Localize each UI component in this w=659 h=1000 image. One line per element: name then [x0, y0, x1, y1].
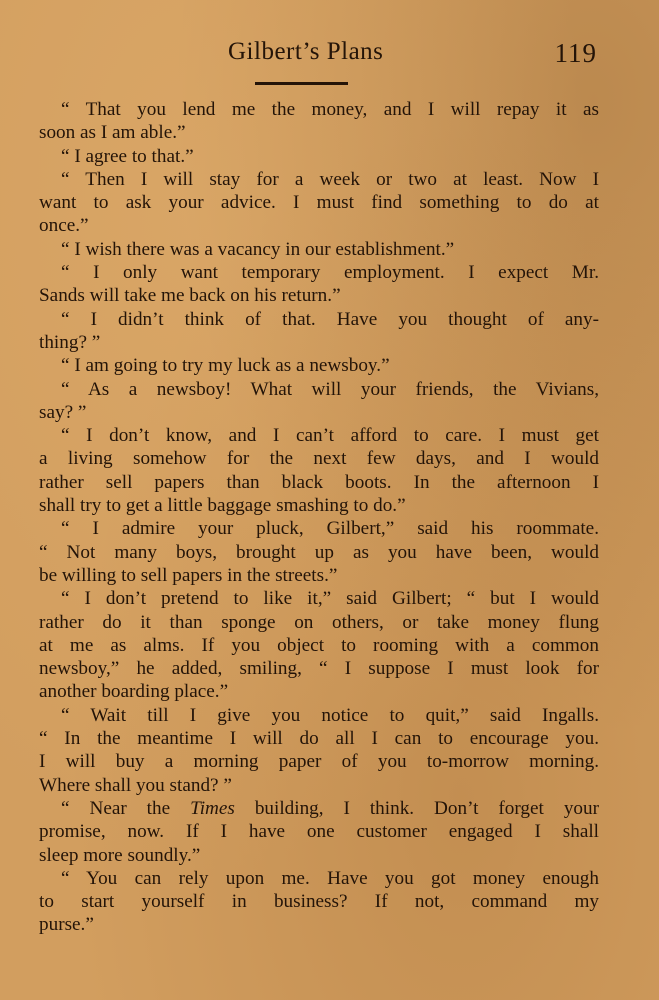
text-line: a living somehow for the next few days, and I would — [39, 448, 599, 470]
text-line: at me as alms. If you object to rooming with a common — [39, 634, 599, 656]
text-line: I will buy a morning paper of you to-morrow morning. — [39, 751, 599, 773]
running-title: Gilbert’s Plans — [228, 38, 384, 65]
text-line: Sands will take me back on his return.” — [39, 285, 341, 307]
text-line: want to ask your advice. I must find something to do at — [39, 192, 599, 214]
text-line: “ Near the Times building, I think. Don’t forget your — [61, 797, 599, 819]
header-rule — [255, 82, 348, 85]
text-line: rather do it than sponge on others, or take money flung — [39, 611, 599, 633]
text-line: promise, now. If I have one customer engaged I shall — [39, 821, 599, 843]
text-line: “ In the meantime I will do all I can to encourage you. — [39, 728, 599, 750]
text-line: rather sell papers than black boots. In the afternoon I — [39, 471, 599, 493]
text-line: “ I wish there was a vacancy in our establishment.” — [61, 238, 455, 260]
text-line: purse.” — [39, 914, 94, 936]
text-line: thing? ” — [39, 331, 101, 353]
text-line: “ I don’t pretend to like it,” said Gilbert; “ but I would — [61, 588, 599, 610]
text-line: “ I am going to try my luck as a newsboy.” — [61, 355, 390, 377]
text-line: “ I didn’t think of that. Have you thought of any- — [61, 308, 599, 330]
text-line: “ You can rely upon me. Have you got money enough — [61, 867, 599, 889]
text-line: “ I don’t know, and I can’t afford to care. I must get — [61, 425, 599, 447]
text-line: Where shall you stand? ” — [39, 774, 232, 796]
text-line: another boarding place.” — [39, 681, 229, 703]
body-text — [39, 98, 599, 937]
text-line: soon as I am able.” — [39, 122, 186, 144]
text-line: sleep more soundly.” — [39, 844, 201, 866]
text-line: “ That you lend me the money, and I will repay it as — [61, 99, 599, 120]
text-line: newsboy,” he added, smiling, “ I suppose I must look for — [39, 658, 599, 680]
page-number: 119 — [554, 38, 597, 68]
text-line: to start yourself in business? If not, command my — [39, 891, 599, 913]
text-line: once.” — [39, 215, 89, 237]
text-line: “ Then I will stay for a week or two at least. Now I — [61, 168, 599, 190]
text-line: say? ” — [39, 401, 87, 423]
text-line: be willing to sell papers in the streets.” — [39, 564, 338, 586]
text-line: “ I only want temporary employment. I expect Mr. — [61, 262, 599, 284]
text-line: “ I agree to that.” — [61, 145, 194, 167]
text-line: “ As a newsboy! What will your friends, the Vivians, — [61, 378, 599, 400]
text-line: shall try to get a little baggage smashing to do.” — [39, 495, 406, 517]
text-line: “ I admire your pluck, Gilbert,” said his roommate. — [61, 518, 599, 540]
text-line: “ Not many boys, brought up as you have been, would — [39, 541, 599, 563]
page-header — [0, 34, 659, 74]
text-line: “ Wait till I give you notice to quit,” said Ingalls. — [61, 704, 599, 726]
